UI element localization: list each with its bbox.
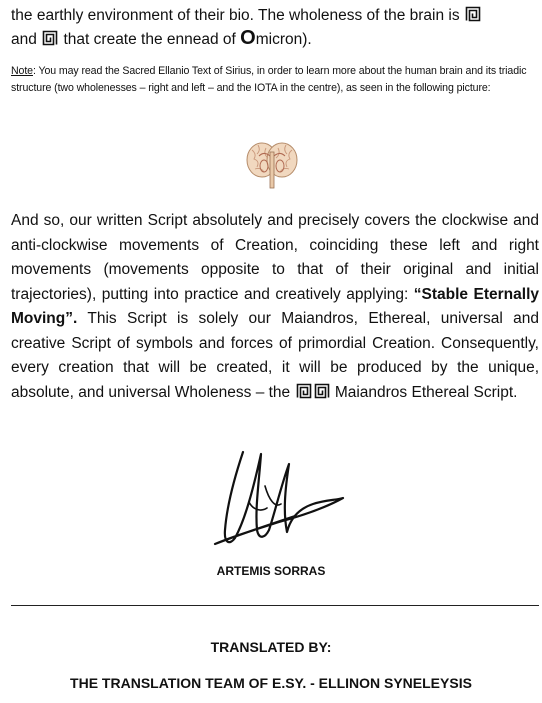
stable-eternally-moving: “Stable Eternally Moving”. bbox=[11, 285, 539, 327]
meander-left-icon bbox=[465, 6, 481, 22]
paragraph-wholeness-line1: the earthly environment of their bio. The wholeness of the brain is bbox=[11, 7, 460, 24]
note-label: Note bbox=[11, 65, 33, 77]
paragraph-wholeness-rest: that create the ennead of bbox=[63, 31, 236, 48]
brain-illustration bbox=[244, 136, 300, 190]
paragraph-script-part1: And so, our written Script absolutely and precisely covers the clockwise and anti-clockwise movements of Creation, coinciding these left and right movements (movements opposite to that of their original and initial trajectories), putting into practice and creatively applying: bbox=[11, 212, 539, 303]
translated-by-heading: TRANSLATED BY: bbox=[210, 639, 332, 655]
paragraph-script bbox=[11, 209, 539, 405]
paragraph-wholeness-and: and bbox=[11, 31, 37, 48]
author-name: ARTEMIS SORRAS bbox=[216, 564, 326, 578]
note-text: : You may read the Sacred Ellanio Text of Sirius, in order to learn more about the human brain and its triadic structure (two wholenesses – right and left – and the IOTA in the centre), as seen in the following picture: bbox=[11, 65, 527, 94]
translation-team: THE TRANSLATION TEAM OF E.SY. - ELLINON SYNELEYSIS bbox=[70, 675, 472, 691]
divider bbox=[11, 605, 539, 606]
meander-right-icon bbox=[42, 30, 58, 46]
paragraph-script-part2: This Script is solely our Maiandros, Ethereal, universal and creative Script of symbols and forces of primordial Creation. Consequently, every creation that will be created, it will be produced by the unique, absolute, and universal Wholeness – the bbox=[11, 310, 539, 401]
paragraph-script-part3: Maiandros Ethereal Script. bbox=[334, 383, 518, 401]
paragraph-wholeness bbox=[11, 4, 535, 52]
omicron-rest: micron). bbox=[255, 31, 312, 48]
note-paragraph bbox=[11, 63, 539, 97]
meander-pair-icon bbox=[296, 383, 330, 399]
omicron-letter: O bbox=[240, 27, 256, 49]
signature-image bbox=[205, 446, 345, 556]
